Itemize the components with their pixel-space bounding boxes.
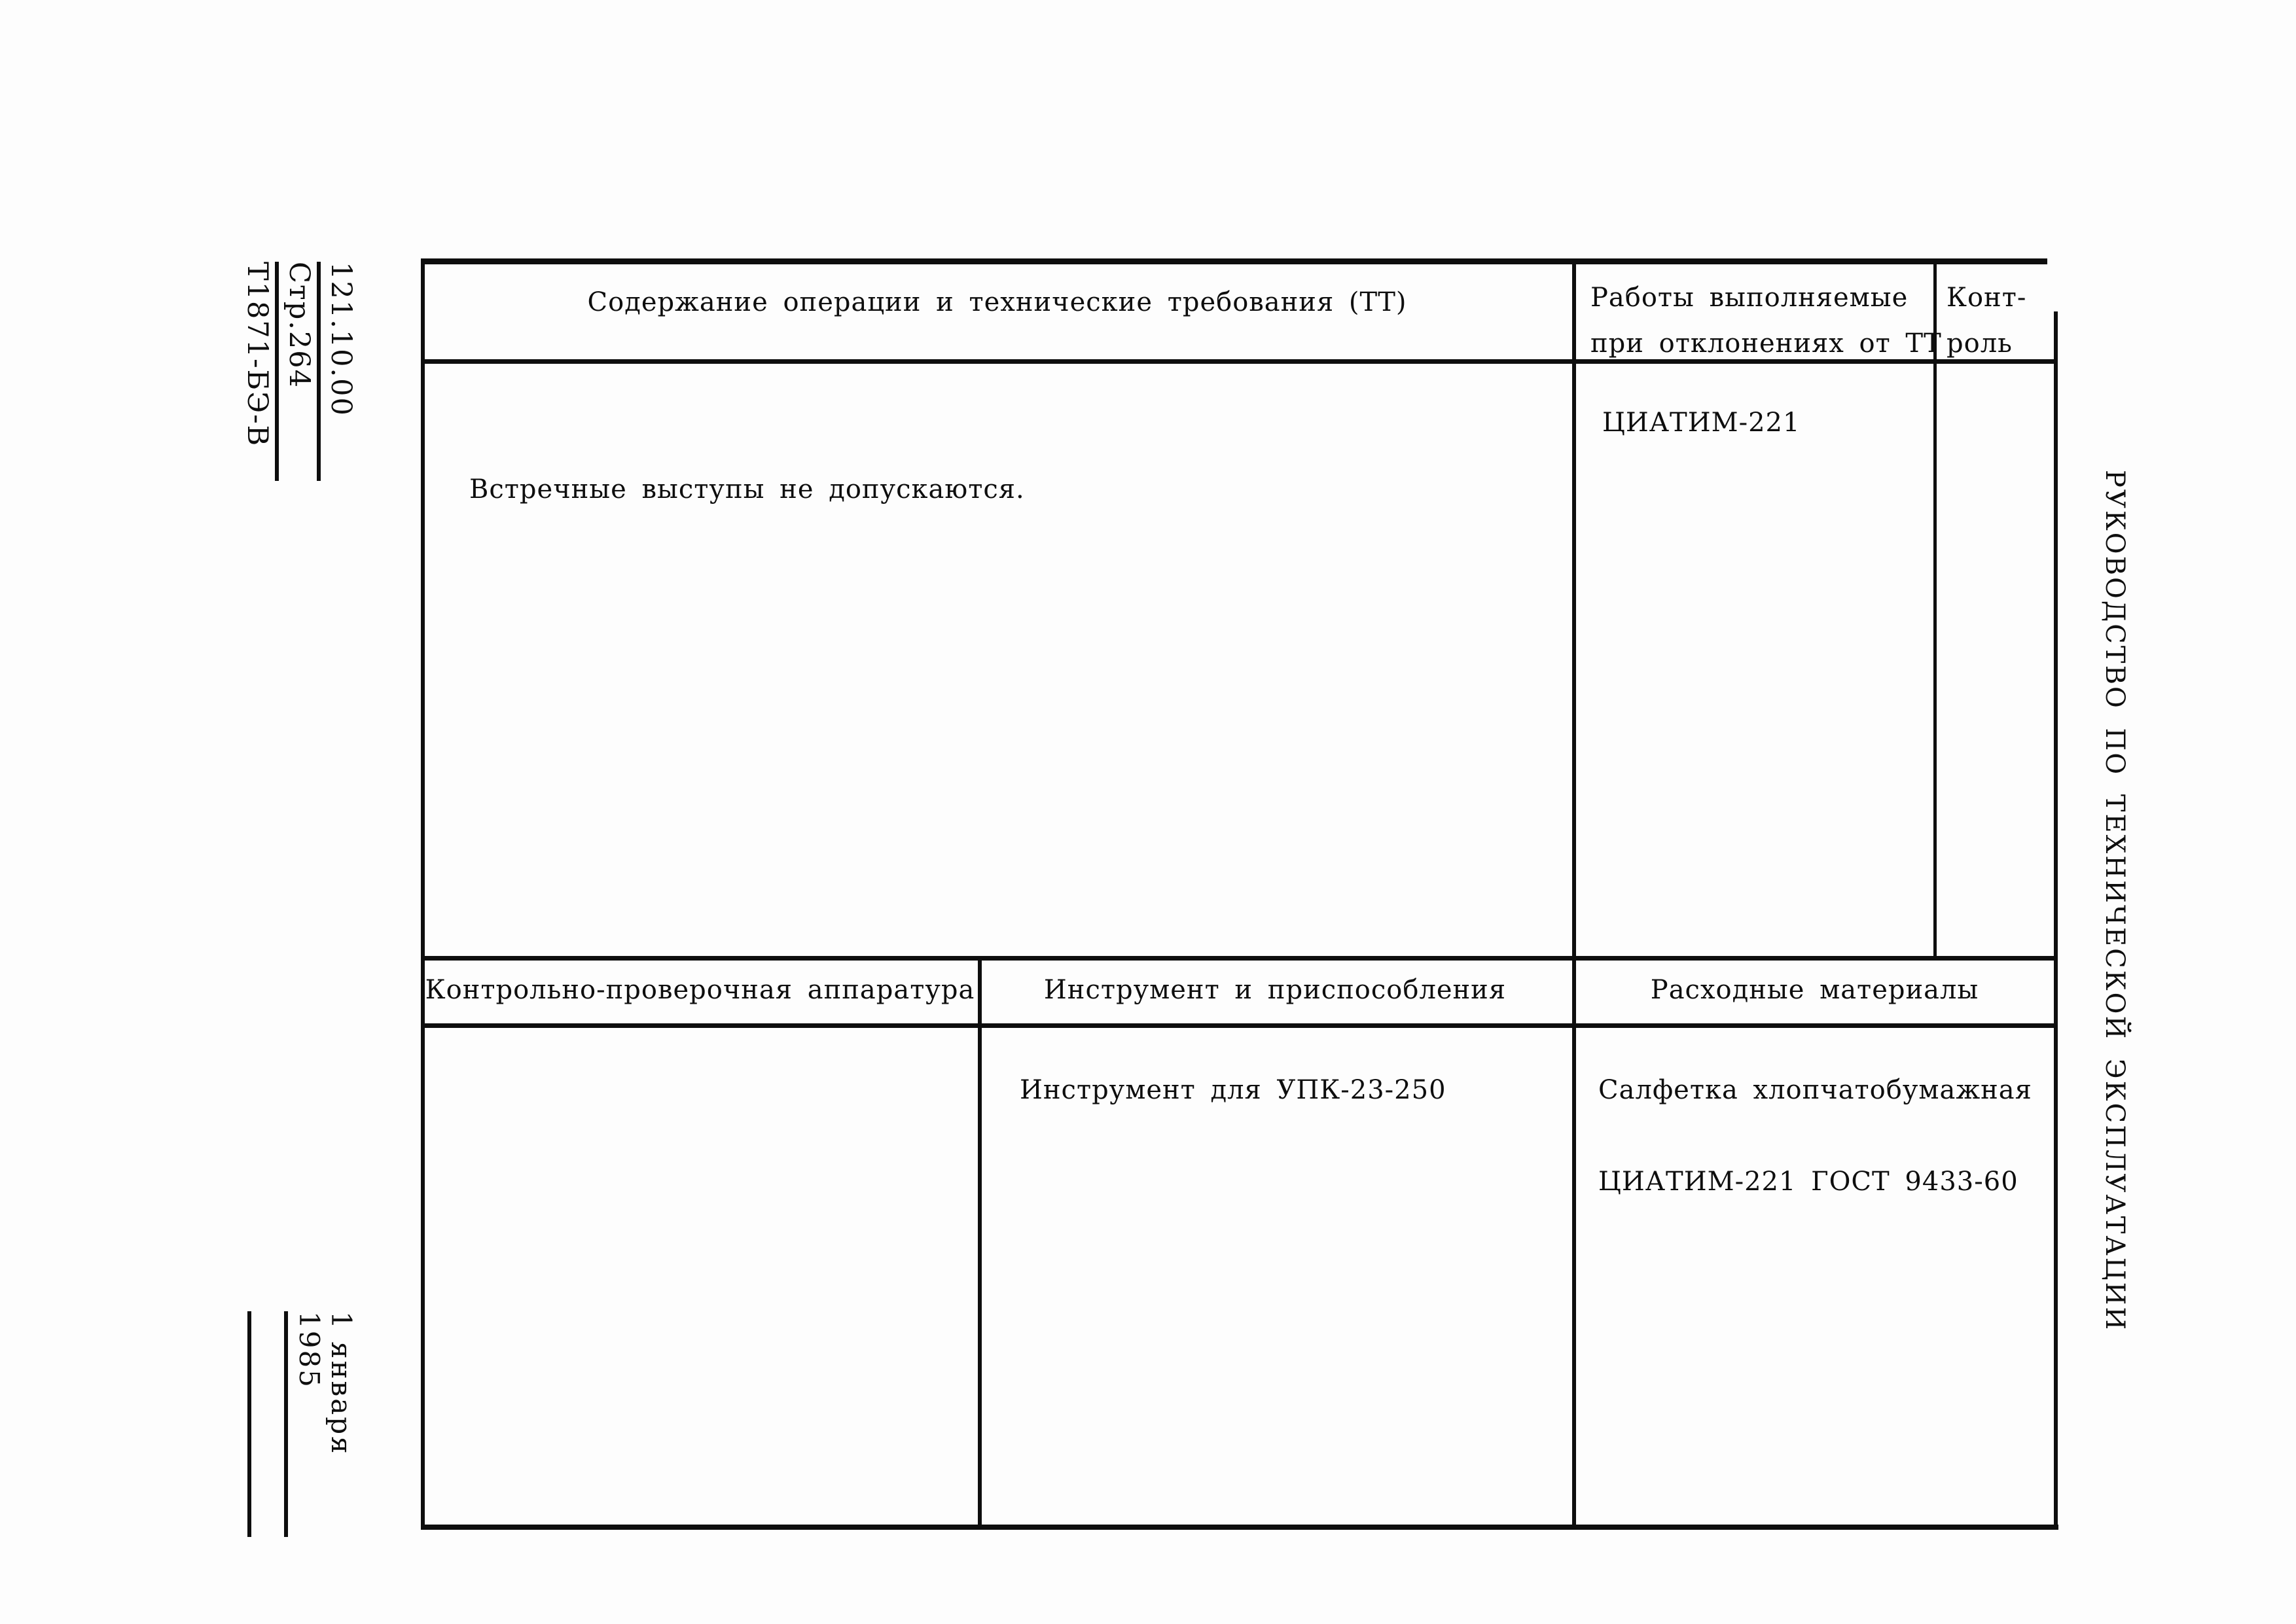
control-column-header bbox=[1946, 275, 2026, 366]
stamp-page-number: Стр.264 bbox=[275, 262, 317, 481]
deviations-header-line2: при отклонениях от ТТ bbox=[1590, 328, 1942, 359]
table-border-left bbox=[421, 258, 425, 1530]
stamp-doc-code: Т1871-БЭ-В bbox=[241, 262, 274, 448]
requirement-text: Встречные выступы не допускаются. bbox=[469, 474, 1025, 504]
document-stamp bbox=[237, 262, 359, 481]
table-border-top bbox=[422, 258, 2047, 264]
stamp-doc-number: 121.10.00 bbox=[317, 262, 359, 481]
deviations-header-line1: Работы выполняемые bbox=[1590, 283, 1909, 313]
stamp-date: 1 января 1985 bbox=[284, 1311, 359, 1537]
deviation-works-text: ЦИАТИМ-221 bbox=[1602, 408, 1801, 438]
tools-column-header: Инструмент и приспособления bbox=[1043, 975, 1507, 1005]
tools-cell-text: Инструмент для УПК-23-250 bbox=[1020, 1075, 1446, 1105]
manual-title-sidebar: РУКОВОДСТВО ПО ТЕХНИЧЕСКОЙ ЭКСПЛУАТАЦИИ bbox=[2100, 470, 2130, 1332]
deviations-column-header bbox=[1590, 275, 1942, 366]
materials-column-header: Расходные материалы bbox=[1650, 975, 1979, 1005]
column-divider-apparatus-tools bbox=[978, 956, 982, 1528]
control-header-line2: роль bbox=[1946, 328, 2013, 359]
apparatus-column-header: Контрольно-проверочная аппаратура bbox=[425, 975, 975, 1005]
date-stamp bbox=[247, 1311, 359, 1537]
materials-cell-text-1: Салфетка хлопчатобумажная bbox=[1598, 1075, 2032, 1105]
stamp-signature-line bbox=[247, 1311, 284, 1537]
materials-cell-text-2: ЦИАТИМ-221 ГОСТ 9433-60 bbox=[1598, 1167, 2018, 1197]
tables-divider-line bbox=[422, 956, 2056, 961]
column-divider-operations-deviations bbox=[1572, 258, 1576, 1528]
resources-header-separator bbox=[422, 1023, 2056, 1028]
table-border-bottom bbox=[421, 1525, 2058, 1530]
control-header-line1: Конт- bbox=[1946, 283, 2027, 313]
operations-column-header: Содержание операции и технические требования (ТТ) bbox=[587, 287, 1407, 317]
table-border-right bbox=[2054, 311, 2058, 1530]
